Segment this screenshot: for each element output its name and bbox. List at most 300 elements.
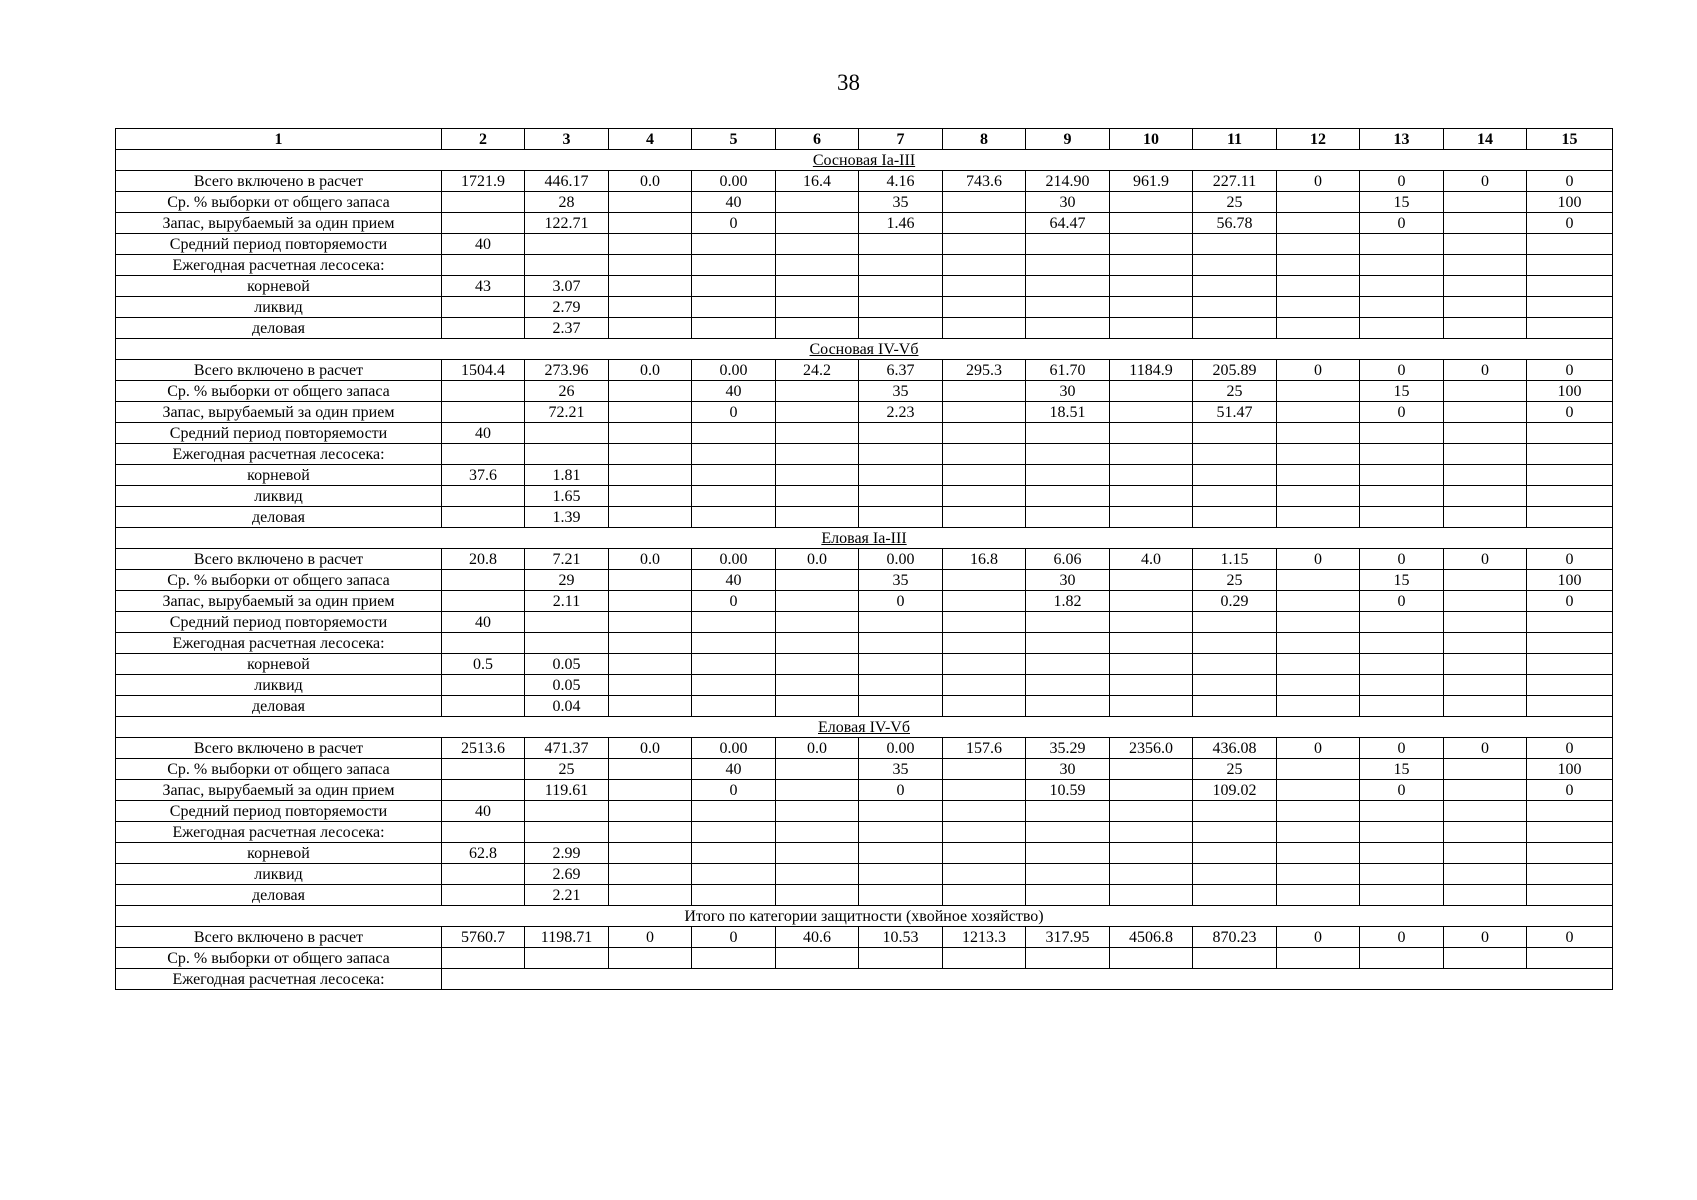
table-cell [943, 591, 1026, 612]
table-cell [1527, 507, 1613, 528]
table-cell: 64.47 [1026, 213, 1110, 234]
table-row [116, 318, 1613, 339]
table-cell [1527, 948, 1613, 969]
table-cell [1277, 801, 1360, 822]
table-cell [609, 276, 692, 297]
table-cell [609, 570, 692, 591]
table-cell [442, 444, 525, 465]
table-cell: 109.02 [1193, 780, 1277, 801]
row-label: Средний период повторяемости [116, 801, 442, 822]
table-cell [1527, 318, 1613, 339]
table-cell [1444, 591, 1527, 612]
table-cell: 1.39 [525, 507, 609, 528]
table-cell [442, 507, 525, 528]
table-cell [1110, 822, 1193, 843]
table-cell [1527, 423, 1613, 444]
table-cell [1110, 234, 1193, 255]
table-cell [609, 486, 692, 507]
table-cell [1277, 297, 1360, 318]
table-row [116, 738, 1613, 759]
table-cell: 1213.3 [943, 927, 1026, 948]
table-cell: 0.00 [692, 738, 776, 759]
page-number: 38 [837, 70, 860, 95]
table-cell [609, 780, 692, 801]
table-cell [859, 885, 943, 906]
table-cell [1527, 444, 1613, 465]
table-cell: 43 [442, 276, 525, 297]
table-cell: 0 [1360, 213, 1444, 234]
table-cell [1193, 444, 1277, 465]
table-cell: 317.95 [1026, 927, 1110, 948]
column-header: 3 [525, 129, 609, 150]
table-cell [1360, 822, 1444, 843]
table-cell [1360, 948, 1444, 969]
row-label: Ежегодная расчетная лесосека: [116, 633, 442, 654]
table-cell [1360, 423, 1444, 444]
table-cell [1527, 276, 1613, 297]
table-cell [609, 213, 692, 234]
row-label: Ежегодная расчетная лесосека: [116, 255, 442, 276]
table-cell [776, 402, 859, 423]
table-cell [1444, 780, 1527, 801]
table-cell [1110, 654, 1193, 675]
row-label: Средний период повторяемости [116, 423, 442, 444]
table-cell: 0 [1277, 927, 1360, 948]
table-cell [442, 192, 525, 213]
table-cell [1277, 864, 1360, 885]
table-cell: 0 [692, 780, 776, 801]
table-cell [1360, 612, 1444, 633]
table-cell: 1.81 [525, 465, 609, 486]
table-cell [1360, 486, 1444, 507]
table-cell: 1.46 [859, 213, 943, 234]
column-header: 11 [1193, 129, 1277, 150]
row-label: ликвид [116, 675, 442, 696]
table-cell [1110, 612, 1193, 633]
table-cell: 15 [1360, 192, 1444, 213]
table-cell: 0 [1360, 738, 1444, 759]
table-cell [776, 570, 859, 591]
section-title: Еловая IV-Vб [116, 717, 1613, 738]
table-cell [776, 612, 859, 633]
table-cell [609, 675, 692, 696]
table-row [116, 234, 1613, 255]
table-cell [1026, 255, 1110, 276]
table-cell: 2.21 [525, 885, 609, 906]
table-cell [943, 423, 1026, 444]
table-cell: 25 [525, 759, 609, 780]
row-label: Ср. % выборки от общего запаса [116, 381, 442, 402]
table-cell: 0 [1527, 171, 1613, 192]
table-cell [525, 801, 609, 822]
table-cell: 0 [1360, 402, 1444, 423]
table-cell: 30 [1026, 381, 1110, 402]
row-label: Запас, вырубаемый за один прием [116, 780, 442, 801]
table-cell [776, 759, 859, 780]
table-cell: 0 [692, 591, 776, 612]
table-cell [609, 759, 692, 780]
table-cell [1444, 507, 1527, 528]
table-cell [1277, 675, 1360, 696]
row-label: Запас, вырубаемый за один прием [116, 213, 442, 234]
table-cell [1277, 255, 1360, 276]
table-cell [442, 213, 525, 234]
table-cell [1110, 507, 1193, 528]
table-cell: 0.04 [525, 696, 609, 717]
table-cell [442, 570, 525, 591]
table-cell [692, 255, 776, 276]
table-cell [1193, 675, 1277, 696]
table-cell [1277, 192, 1360, 213]
table-cell: 10.53 [859, 927, 943, 948]
row-label: Ср. % выборки от общего запаса [116, 948, 442, 969]
table-cell [1193, 633, 1277, 654]
table-cell [1110, 213, 1193, 234]
table-cell: 25 [1193, 192, 1277, 213]
table-cell: 16.8 [943, 549, 1026, 570]
table-cell [1026, 654, 1110, 675]
table-cell [692, 276, 776, 297]
table-cell [1026, 885, 1110, 906]
table-cell [776, 444, 859, 465]
table-cell [943, 444, 1026, 465]
table-cell [943, 318, 1026, 339]
table-cell [442, 759, 525, 780]
table-cell [609, 822, 692, 843]
table-cell [692, 234, 776, 255]
table-cell: 2.99 [525, 843, 609, 864]
table-cell: 30 [1026, 192, 1110, 213]
table-cell: 0 [1444, 171, 1527, 192]
table-cell [1527, 612, 1613, 633]
table-row [116, 801, 1613, 822]
table-cell [1110, 402, 1193, 423]
section-title-row [116, 150, 1613, 171]
table-cell: 40 [442, 423, 525, 444]
table-cell [1110, 570, 1193, 591]
table-cell [609, 381, 692, 402]
table-cell [1444, 423, 1527, 444]
row-label: Ср. % выборки от общего запаса [116, 759, 442, 780]
table-cell [1110, 633, 1193, 654]
table-cell [1277, 276, 1360, 297]
table-cell: 205.89 [1193, 360, 1277, 381]
table-cell [776, 213, 859, 234]
table-cell: 35 [859, 192, 943, 213]
table-cell [943, 402, 1026, 423]
table-cell [943, 822, 1026, 843]
table-cell [1110, 696, 1193, 717]
table-cell [1527, 675, 1613, 696]
merged-empty-cell [442, 969, 1613, 990]
table-cell: 1504.4 [442, 360, 525, 381]
table-cell: 1.65 [525, 486, 609, 507]
table-cell [1277, 759, 1360, 780]
row-label: Всего включено в расчет [116, 171, 442, 192]
table-cell [692, 675, 776, 696]
table-cell [1026, 633, 1110, 654]
table-cell [1026, 864, 1110, 885]
table-cell [943, 633, 1026, 654]
table-cell [609, 633, 692, 654]
table-row [116, 213, 1613, 234]
table-cell [525, 633, 609, 654]
table-cell [1360, 234, 1444, 255]
table-cell [1110, 192, 1193, 213]
table-cell: 0 [692, 927, 776, 948]
table-cell [1444, 570, 1527, 591]
table-cell [1527, 864, 1613, 885]
table-cell: 0 [859, 780, 943, 801]
table-cell [1527, 654, 1613, 675]
table-cell [859, 696, 943, 717]
table-cell [1360, 507, 1444, 528]
column-header: 2 [442, 129, 525, 150]
table-cell [943, 381, 1026, 402]
table-row [116, 171, 1613, 192]
table-cell [943, 759, 1026, 780]
table-cell [859, 234, 943, 255]
table-cell [692, 423, 776, 444]
table-cell: 30 [1026, 570, 1110, 591]
table-cell [1444, 381, 1527, 402]
table-cell: 0 [1527, 780, 1613, 801]
table-cell [859, 444, 943, 465]
table-cell [1110, 276, 1193, 297]
table-cell: 961.9 [1110, 171, 1193, 192]
table-cell [1193, 486, 1277, 507]
table-cell [442, 486, 525, 507]
table-cell: 26 [525, 381, 609, 402]
table-cell [776, 591, 859, 612]
table-cell [943, 276, 1026, 297]
table-cell [609, 885, 692, 906]
column-header: 10 [1110, 129, 1193, 150]
table-cell [1110, 381, 1193, 402]
row-label: Ежегодная расчетная лесосека: [116, 444, 442, 465]
table-cell [776, 654, 859, 675]
table-cell: 0 [1277, 738, 1360, 759]
table-row [116, 276, 1613, 297]
table-cell [1026, 486, 1110, 507]
table-cell: 471.37 [525, 738, 609, 759]
table-cell [609, 234, 692, 255]
table-cell: 16.4 [776, 171, 859, 192]
table-cell [1277, 948, 1360, 969]
section-title: Сосновая IV-Vб [116, 339, 1613, 360]
table-cell: 0.0 [609, 738, 692, 759]
table-cell [776, 318, 859, 339]
column-header: 5 [692, 129, 776, 150]
table-cell [1360, 885, 1444, 906]
table-cell [776, 255, 859, 276]
table-cell [859, 675, 943, 696]
table-cell [1277, 234, 1360, 255]
table-cell [859, 486, 943, 507]
table-cell: 10.59 [1026, 780, 1110, 801]
table-cell: 157.6 [943, 738, 1026, 759]
table-cell: 0 [1360, 360, 1444, 381]
table-cell [525, 444, 609, 465]
table-cell: 0.05 [525, 675, 609, 696]
section-title: Еловая Ia-III [116, 528, 1613, 549]
table-cell [1193, 864, 1277, 885]
table-cell: 0.00 [692, 549, 776, 570]
table-cell [609, 318, 692, 339]
table-cell: 51.47 [1193, 402, 1277, 423]
table-cell [943, 843, 1026, 864]
table-cell: 2.69 [525, 864, 609, 885]
table-cell [1277, 423, 1360, 444]
table-cell [1026, 675, 1110, 696]
column-header: 8 [943, 129, 1026, 150]
table-cell [609, 948, 692, 969]
table-cell: 0 [1527, 738, 1613, 759]
row-label: ликвид [116, 486, 442, 507]
table-cell: 0.29 [1193, 591, 1277, 612]
table-cell [442, 297, 525, 318]
table-cell: 35.29 [1026, 738, 1110, 759]
table-cell [609, 255, 692, 276]
table-cell [1444, 297, 1527, 318]
table-cell [859, 633, 943, 654]
table-cell [1026, 612, 1110, 633]
table-cell [943, 255, 1026, 276]
table-cell: 2.23 [859, 402, 943, 423]
table-row [116, 885, 1613, 906]
row-label: Всего включено в расчет [116, 927, 442, 948]
table-cell [609, 696, 692, 717]
table-cell: 0 [1527, 927, 1613, 948]
table-cell: 0.00 [859, 738, 943, 759]
table-cell: 0.0 [776, 738, 859, 759]
row-label: ликвид [116, 864, 442, 885]
row-label: корневой [116, 654, 442, 675]
table-cell [692, 885, 776, 906]
table-cell [1110, 885, 1193, 906]
table-cell: 40 [692, 381, 776, 402]
row-label: Всего включено в расчет [116, 360, 442, 381]
section-title: Сосновая Ia-III [116, 150, 1613, 171]
table-cell [609, 507, 692, 528]
table-cell [1110, 780, 1193, 801]
table-cell [943, 297, 1026, 318]
table-row [116, 423, 1613, 444]
table-cell: 0 [692, 213, 776, 234]
table-cell: 0 [1527, 549, 1613, 570]
table-cell [776, 423, 859, 444]
table-cell [1360, 633, 1444, 654]
row-label: Ср. % выборки от общего запаса [116, 570, 442, 591]
table-cell: 25 [1193, 570, 1277, 591]
row-label: Средний период повторяемости [116, 234, 442, 255]
table-cell [776, 192, 859, 213]
table-cell [1026, 801, 1110, 822]
table-cell [1193, 843, 1277, 864]
table-cell [1193, 612, 1277, 633]
table-cell: 40 [442, 612, 525, 633]
table-cell [1444, 633, 1527, 654]
table-cell [1193, 801, 1277, 822]
cutting-calculation-table [115, 128, 1613, 990]
table-cell: 0 [1360, 171, 1444, 192]
table-cell [692, 654, 776, 675]
table-cell: 1.15 [1193, 549, 1277, 570]
table-cell: 743.6 [943, 171, 1026, 192]
table-cell [1277, 444, 1360, 465]
table-cell [776, 780, 859, 801]
table-cell: 15 [1360, 759, 1444, 780]
row-label: корневой [116, 465, 442, 486]
table-cell [525, 423, 609, 444]
table-cell [1360, 801, 1444, 822]
table-row [116, 360, 1613, 381]
table-cell [692, 507, 776, 528]
table-cell [1527, 255, 1613, 276]
table-body [116, 150, 1613, 990]
table-cell [943, 885, 1026, 906]
table-cell [776, 696, 859, 717]
table-cell: 72.21 [525, 402, 609, 423]
table-cell [1277, 591, 1360, 612]
table-cell [1193, 696, 1277, 717]
row-label: корневой [116, 276, 442, 297]
table-cell [859, 654, 943, 675]
table-cell [1026, 234, 1110, 255]
table-cell [943, 465, 1026, 486]
table-cell [776, 297, 859, 318]
table-cell: 40 [442, 234, 525, 255]
table-cell [1110, 591, 1193, 612]
table-cell: 0 [1527, 360, 1613, 381]
column-header: 9 [1026, 129, 1110, 150]
table-cell [442, 780, 525, 801]
row-label: деловая [116, 318, 442, 339]
table-cell: 0 [1444, 927, 1527, 948]
table-row [116, 780, 1613, 801]
table-cell [442, 633, 525, 654]
table-cell: 0 [1527, 213, 1613, 234]
table-cell: 100 [1527, 381, 1613, 402]
table-cell [943, 948, 1026, 969]
table-cell [1360, 255, 1444, 276]
table-cell [943, 192, 1026, 213]
table-cell: 24.2 [776, 360, 859, 381]
table-cell [1444, 612, 1527, 633]
table-row [116, 297, 1613, 318]
table-cell [1277, 318, 1360, 339]
table-cell: 0 [1527, 591, 1613, 612]
table-cell [1110, 297, 1193, 318]
table-cell: 446.17 [525, 171, 609, 192]
table-cell [442, 402, 525, 423]
table-cell [776, 843, 859, 864]
table-cell [1277, 885, 1360, 906]
table-cell [776, 675, 859, 696]
table-cell: 1721.9 [442, 171, 525, 192]
table-cell [609, 444, 692, 465]
table-cell [943, 507, 1026, 528]
table-cell: 40.6 [776, 927, 859, 948]
table-cell: 35 [859, 570, 943, 591]
row-label: Запас, вырубаемый за один прием [116, 402, 442, 423]
table-row [116, 549, 1613, 570]
table-cell: 0.0 [609, 360, 692, 381]
table-cell [1277, 654, 1360, 675]
table-cell [1444, 885, 1527, 906]
table-row [116, 864, 1613, 885]
table-cell [943, 612, 1026, 633]
